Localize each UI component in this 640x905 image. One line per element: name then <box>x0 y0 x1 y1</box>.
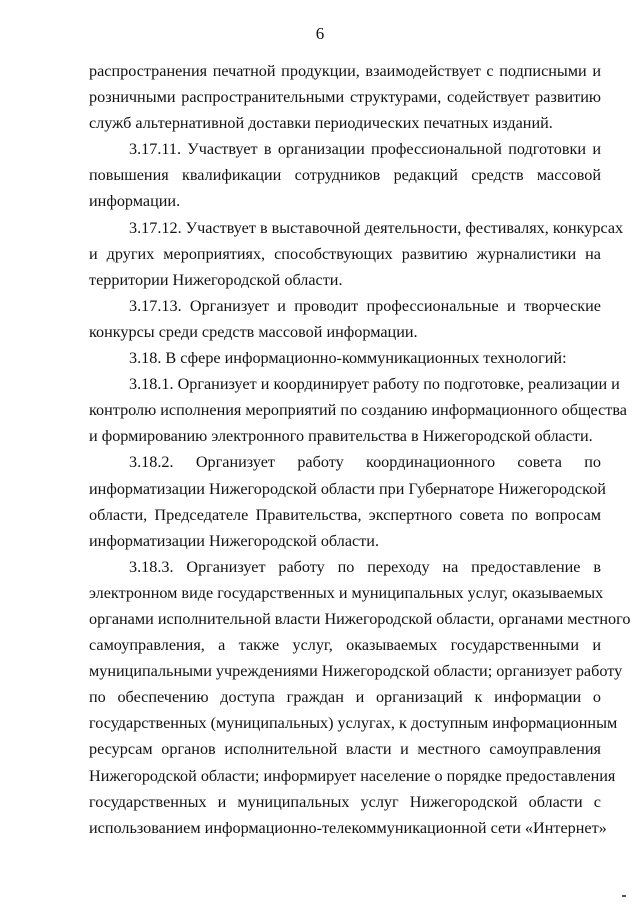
text-line: 3.17.13. Организует и проводит профессиональные и творческие <box>129 296 601 315</box>
text-line: муниципальными учреждениями Нижегородской области; организует работу <box>89 662 623 681</box>
text-line: информатизации Нижегородской области. <box>89 531 379 550</box>
text-line: органами исполнительной власти Нижегородской области, органами местного <box>89 609 631 628</box>
text-line: ресурсам органов исполнительной власти и местного самоуправления <box>89 740 601 759</box>
text-line: 3.17.11. Участвует в организации профессиональной подготовки и <box>129 140 601 159</box>
text-line: распространения печатной продукции, взаимодействует с подписными и <box>89 62 601 80</box>
document-body <box>89 58 631 841</box>
text-line: государственных (муниципальных) услугах, к доступным информационным <box>89 714 618 733</box>
text-line: по обеспечению доступа граждан и организаций к информации о <box>89 688 601 707</box>
text-line: электронном виде государственных и муниципальных услуг, оказываемых <box>89 583 604 602</box>
text-line: информатизации Нижегородской области при Губернаторе Нижегородской <box>89 479 606 498</box>
text-line: области, Председателе Правительства, экспертного совета по вопросам <box>89 505 601 524</box>
text-line: использованием информационно-телекоммуникационной сети «Интернет» <box>89 818 607 837</box>
text-line: 3.18. В сфере информационно-коммуникационных технологий: <box>129 349 567 368</box>
text-line: 3.18.3. Организует работу по переходу на предоставление в <box>129 557 601 576</box>
text-line: государственных и муниципальных услуг Нижегородской области с <box>89 792 601 811</box>
text-line: 3.17.12. Участвует в выставочной деятельности, фестивалях, конкурсах <box>129 218 624 237</box>
text-line: и формированию электронного правительства в Нижегородской области. <box>89 427 593 446</box>
text-line: самоуправления, а также услуг, оказываемых государственными и <box>89 636 601 655</box>
text-line: 3.18.2. Организует работу координационного совета по <box>129 453 601 472</box>
text-line: 3.18.1. Организует и координирует работу по подготовке, реализации и <box>129 375 620 394</box>
text-line: Нижегородской области; информирует население о порядке предоставления <box>89 766 616 785</box>
scan-mark <box>622 895 626 897</box>
text-line: служб альтернативной доставки периодических печатных изданий. <box>89 114 553 133</box>
text-line: конкурсы среди средств массовой информации. <box>89 322 418 341</box>
text-line: и других мероприятиях, способствующих развитию журналистики на <box>89 244 601 263</box>
text-line: повышения квалификации сотрудников редакций средств массовой <box>89 166 601 185</box>
text-line: розничными распространительными структурами, содействует развитию <box>89 88 601 107</box>
page-number: 6 <box>315 24 325 43</box>
text-line: информации. <box>89 192 181 211</box>
text-line: контролю исполнения мероприятий по созданию информационного общества <box>89 401 627 420</box>
text-line: территории Нижегородской области. <box>89 270 343 289</box>
